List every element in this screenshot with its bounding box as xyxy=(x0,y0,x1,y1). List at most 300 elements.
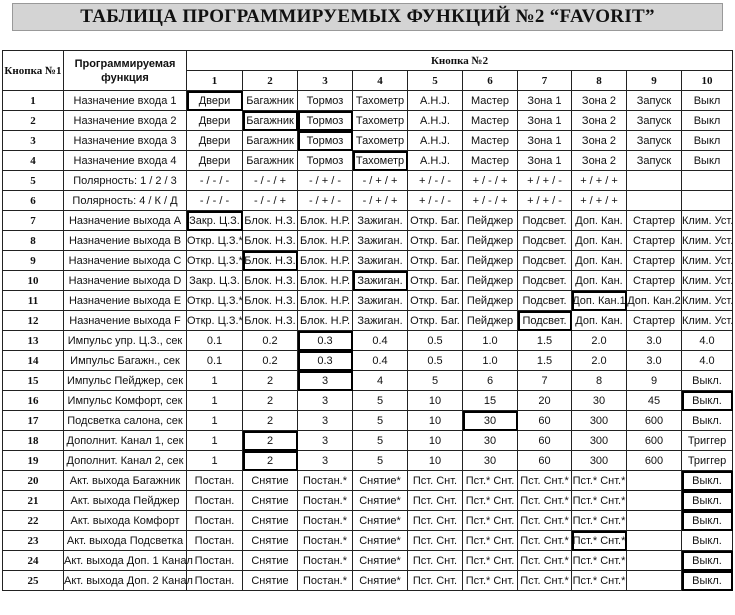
table-row xyxy=(3,231,733,251)
value-cell: Постан. xyxy=(187,571,243,591)
value-cell: Зажиган. xyxy=(353,311,408,331)
value-cell: Снятие* xyxy=(353,551,408,571)
value-cell: 2.0 xyxy=(572,351,627,371)
column-number-8: 8 xyxy=(572,71,627,91)
value-cell: Постан.* xyxy=(298,531,353,551)
value-cell: Зона 2 xyxy=(572,111,627,131)
value-cell: 0.1 xyxy=(187,351,243,371)
column-number-3: 3 xyxy=(298,71,353,91)
function-name: Импульс упр. Ц.З., сек xyxy=(64,331,187,351)
function-name: Назначение входа 2 xyxy=(64,111,187,131)
value-cell: 30 xyxy=(572,391,627,411)
value-cell: Зона 1 xyxy=(518,91,572,111)
value-cell: Доп. Кан. xyxy=(572,211,627,231)
default-value-cell: Выкл. xyxy=(682,471,733,491)
value-cell: - / + / - xyxy=(298,171,353,191)
value-cell: 60 xyxy=(518,431,572,451)
value-cell: Клим. Уст. xyxy=(682,291,733,311)
value-cell: 30 xyxy=(463,451,518,471)
value-cell: 8 xyxy=(572,371,627,391)
value-cell: Багажник xyxy=(243,151,298,171)
value-cell: A.H.J. xyxy=(408,91,463,111)
function-name: Акт. выхода Доп. 2 Канал xyxy=(64,571,187,591)
value-cell: 1 xyxy=(187,451,243,471)
table-row xyxy=(3,291,733,311)
default-value-cell: Зажиган. xyxy=(353,271,408,291)
value-cell: Пейджер xyxy=(463,311,518,331)
value-cell: 4.0 xyxy=(682,351,733,371)
value-cell: Пст. Снт.* xyxy=(518,471,572,491)
table-row xyxy=(3,91,733,111)
default-value-cell: Выкл. xyxy=(682,511,733,531)
table-row xyxy=(3,351,733,371)
value-cell: Откр. Баг. xyxy=(408,271,463,291)
row-number: 10 xyxy=(3,271,64,291)
value-cell: A.H.J. xyxy=(408,111,463,131)
value-cell: 4 xyxy=(353,371,408,391)
table-row xyxy=(3,311,733,331)
value-cell: Пст. Снт.* xyxy=(518,511,572,531)
default-value-cell: Багажник xyxy=(243,111,298,131)
value-cell: Блок. Н.Р. xyxy=(298,231,353,251)
value-cell: - / - / + xyxy=(243,171,298,191)
value-cell xyxy=(627,511,682,531)
row-number: 16 xyxy=(3,391,64,411)
value-cell: 9 xyxy=(627,371,682,391)
value-cell: Постан. xyxy=(187,471,243,491)
value-cell: 5 xyxy=(353,431,408,451)
default-value-cell: Подсвет. xyxy=(518,311,572,331)
value-cell: 10 xyxy=(408,431,463,451)
value-cell: 0.2 xyxy=(243,351,298,371)
table-row xyxy=(3,551,733,571)
value-cell: 0.1 xyxy=(187,331,243,351)
table-row xyxy=(3,191,733,211)
value-cell: Зажиган. xyxy=(353,291,408,311)
value-cell: Пст. Снт. xyxy=(408,471,463,491)
column-number-7: 7 xyxy=(518,71,572,91)
table-row xyxy=(3,151,733,171)
function-name: Назначение выхода F xyxy=(64,311,187,331)
value-cell: Снятие* xyxy=(353,471,408,491)
value-cell: - / - / + xyxy=(243,191,298,211)
function-name: Назначение выхода С xyxy=(64,251,187,271)
value-cell: Пст.* Снт. xyxy=(463,531,518,551)
value-cell: Пейджер xyxy=(463,271,518,291)
value-cell: 0.5 xyxy=(408,351,463,371)
row-number: 4 xyxy=(3,151,64,171)
value-cell: Подсвет. xyxy=(518,211,572,231)
value-cell: Запуск xyxy=(627,91,682,111)
value-cell: Выкл. xyxy=(682,411,733,431)
value-cell: Мастер xyxy=(463,91,518,111)
value-cell: Пст. Снт.* xyxy=(518,531,572,551)
value-cell: Клим. Уст. xyxy=(682,231,733,251)
value-cell xyxy=(627,531,682,551)
value-cell: Блок. Н.З. xyxy=(243,231,298,251)
value-cell: 1 xyxy=(187,391,243,411)
value-cell: Снятие xyxy=(243,511,298,531)
value-cell: 300 xyxy=(572,431,627,451)
default-value-cell: 0.3 xyxy=(298,331,353,351)
value-cell: 0.2 xyxy=(243,331,298,351)
value-cell: 60 xyxy=(518,451,572,471)
default-value-cell: Блок. Н.З. xyxy=(243,251,298,271)
value-cell xyxy=(627,571,682,591)
value-cell: Блок. Н.З. xyxy=(243,271,298,291)
value-cell: Зона 2 xyxy=(572,131,627,151)
function-name: Назначение входа 4 xyxy=(64,151,187,171)
table-row xyxy=(3,511,733,531)
function-name: Назначение выхода Е xyxy=(64,291,187,311)
value-cell: Запуск xyxy=(627,151,682,171)
value-cell: Постан.* xyxy=(298,551,353,571)
value-cell: Двери xyxy=(187,151,243,171)
value-cell: Запуск xyxy=(627,131,682,151)
table-row xyxy=(3,391,733,411)
value-cell: Пст.* Снт.* xyxy=(572,571,627,591)
value-cell: Пст. Снт. xyxy=(408,551,463,571)
table-row xyxy=(3,111,733,131)
value-cell: 1 xyxy=(187,431,243,451)
value-cell: + / + / + xyxy=(572,191,627,211)
default-value-cell: Выкл. xyxy=(682,491,733,511)
table-row xyxy=(3,211,733,231)
value-cell: 1 xyxy=(187,411,243,431)
value-cell: Багажник xyxy=(243,91,298,111)
row-number: 3 xyxy=(3,131,64,151)
header-button2: Кнопка №2 xyxy=(187,51,733,71)
table-row xyxy=(3,491,733,511)
value-cell: Зажиган. xyxy=(353,211,408,231)
table-row xyxy=(3,571,733,591)
row-number: 21 xyxy=(3,491,64,511)
value-cell: Пст. Снт.* xyxy=(518,491,572,511)
row-number: 20 xyxy=(3,471,64,491)
value-cell: Откр. Ц.З.* xyxy=(187,251,243,271)
value-cell: Постан.* xyxy=(298,491,353,511)
value-cell: 4.0 xyxy=(682,331,733,351)
value-cell: + / - / + xyxy=(463,191,518,211)
default-value-cell: Двери xyxy=(187,91,243,111)
value-cell: Мастер xyxy=(463,151,518,171)
value-cell: Блок. Н.З. xyxy=(243,291,298,311)
value-cell: Пст.* Снт. xyxy=(463,571,518,591)
value-cell: Клим. Уст. xyxy=(682,251,733,271)
value-cell: 3.0 xyxy=(627,351,682,371)
function-name: Импульс Комфорт, сек xyxy=(64,391,187,411)
title-bar xyxy=(12,3,723,31)
default-value-cell: 2 xyxy=(243,431,298,451)
value-cell: Пст. Снт.* xyxy=(518,551,572,571)
value-cell: + / + / - xyxy=(518,191,572,211)
value-cell: Пст.* Снт.* xyxy=(572,491,627,511)
table-row xyxy=(3,431,733,451)
function-name: Импульс Пейджер, сек xyxy=(64,371,187,391)
function-name: Назначение выхода D xyxy=(64,271,187,291)
value-cell: + / - / + xyxy=(463,171,518,191)
value-cell: Подсвет. xyxy=(518,271,572,291)
value-cell: Стартер xyxy=(627,311,682,331)
row-number: 25 xyxy=(3,571,64,591)
value-cell: Постан.* xyxy=(298,471,353,491)
value-cell: + / + / + xyxy=(572,171,627,191)
value-cell: Пейджер xyxy=(463,291,518,311)
value-cell: Зона 1 xyxy=(518,151,572,171)
value-cell: - / + / - xyxy=(298,191,353,211)
row-number: 8 xyxy=(3,231,64,251)
value-cell: 2.0 xyxy=(572,331,627,351)
default-value-cell: Закр. Ц.З. xyxy=(187,211,243,231)
value-cell: Откр. Ц.З.* xyxy=(187,291,243,311)
value-cell: Подсвет. xyxy=(518,291,572,311)
value-cell: + / - / - xyxy=(408,171,463,191)
value-cell: Постан. xyxy=(187,551,243,571)
value-cell: 10 xyxy=(408,411,463,431)
default-value-cell: Тормоз xyxy=(298,111,353,131)
value-cell: Пст.* Снт.* xyxy=(572,511,627,531)
value-cell xyxy=(627,471,682,491)
value-cell: 7 xyxy=(518,371,572,391)
value-cell: Багажник xyxy=(243,131,298,151)
row-number: 5 xyxy=(3,171,64,191)
value-cell: Снятие* xyxy=(353,571,408,591)
function-name: Акт. выхода Пейджер xyxy=(64,491,187,511)
value-cell: Зажиган. xyxy=(353,231,408,251)
row-number: 9 xyxy=(3,251,64,271)
value-cell: Стартер xyxy=(627,271,682,291)
value-cell: Выкл xyxy=(682,131,733,151)
value-cell: 2 xyxy=(243,391,298,411)
value-cell: Зона 2 xyxy=(572,151,627,171)
default-value-cell: Тахометр xyxy=(353,151,408,171)
default-value-cell: Выкл. xyxy=(682,551,733,571)
value-cell: 3.0 xyxy=(627,331,682,351)
value-cell: Откр. Баг. xyxy=(408,311,463,331)
value-cell: + / + / - xyxy=(518,171,572,191)
value-cell: Стартер xyxy=(627,251,682,271)
default-value-cell: Тормоз xyxy=(298,131,353,151)
value-cell: 5 xyxy=(353,451,408,471)
value-cell: Пст. Снт. xyxy=(408,571,463,591)
value-cell: Постан. xyxy=(187,531,243,551)
default-value-cell: Выкл. xyxy=(682,391,733,411)
value-cell: 3 xyxy=(298,411,353,431)
value-cell: 60 xyxy=(518,411,572,431)
column-number-1: 1 xyxy=(187,71,243,91)
value-cell: Двери xyxy=(187,131,243,151)
function-name: Назначение выхода А xyxy=(64,211,187,231)
value-cell: Откр. Баг. xyxy=(408,291,463,311)
row-number: 23 xyxy=(3,531,64,551)
value-cell: Снятие xyxy=(243,571,298,591)
function-name: Дополнит. Канал 2, сек xyxy=(64,451,187,471)
value-cell: Пейджер xyxy=(463,251,518,271)
value-cell: Запуск xyxy=(627,111,682,131)
value-cell: Мастер xyxy=(463,131,518,151)
default-value-cell: 3 xyxy=(298,371,353,391)
value-cell: Откр. Ц.З.* xyxy=(187,311,243,331)
default-value-cell: 2 xyxy=(243,451,298,471)
table-row xyxy=(3,531,733,551)
table-body xyxy=(3,91,733,591)
row-number: 24 xyxy=(3,551,64,571)
value-cell: Закр. Ц.З. xyxy=(187,271,243,291)
column-number-9: 9 xyxy=(627,71,682,91)
row-number: 2 xyxy=(3,111,64,131)
value-cell: 0.4 xyxy=(353,351,408,371)
table-row xyxy=(3,451,733,471)
header-function: Программируемая функция xyxy=(64,51,187,91)
value-cell: 30 xyxy=(463,431,518,451)
function-name: Полярность: 1 / 2 / 3 xyxy=(64,171,187,191)
page-title: ТАБЛИЦА ПРОГРАММИРУЕМЫХ ФУНКЦИЙ №2 “FAVORIT” xyxy=(80,6,655,27)
value-cell: Постан. xyxy=(187,511,243,531)
value-cell: Пст.* Снт. xyxy=(463,551,518,571)
value-cell xyxy=(682,191,733,211)
value-cell: Блок. Н.Р. xyxy=(298,311,353,331)
value-cell: 1 xyxy=(187,371,243,391)
value-cell: Постан.* xyxy=(298,571,353,591)
table-row xyxy=(3,371,733,391)
column-number-4: 4 xyxy=(353,71,408,91)
value-cell xyxy=(682,171,733,191)
column-number-10: 10 xyxy=(682,71,733,91)
value-cell: Тормоз xyxy=(298,91,353,111)
value-cell xyxy=(627,491,682,511)
value-cell: Снятие xyxy=(243,531,298,551)
value-cell xyxy=(627,191,682,211)
value-cell: Выкл. xyxy=(682,371,733,391)
value-cell: 0.4 xyxy=(353,331,408,351)
value-cell: Тахометр xyxy=(353,131,408,151)
value-cell: Подсвет. xyxy=(518,231,572,251)
value-cell: + / - / - xyxy=(408,191,463,211)
column-number-2: 2 xyxy=(243,71,298,91)
row-number: 6 xyxy=(3,191,64,211)
value-cell: Блок. Н.Р. xyxy=(298,291,353,311)
value-cell: Триггер xyxy=(682,431,733,451)
default-value-cell: 30 xyxy=(463,411,518,431)
value-cell: 1.0 xyxy=(463,331,518,351)
value-cell: 3 xyxy=(298,391,353,411)
header-button1: Кнопка №1 xyxy=(3,51,64,91)
value-cell: 300 xyxy=(572,451,627,471)
value-cell: Снятие xyxy=(243,491,298,511)
value-cell: Пст. Снт. xyxy=(408,531,463,551)
column-number-5: 5 xyxy=(408,71,463,91)
value-cell: 2 xyxy=(243,411,298,431)
value-cell: Выкл xyxy=(682,151,733,171)
value-cell: Подсвет. xyxy=(518,251,572,271)
default-value-cell: Доп. Кан.1 xyxy=(572,291,627,311)
value-cell: Клим. Уст. xyxy=(682,271,733,291)
table-row xyxy=(3,471,733,491)
value-cell: Снятие* xyxy=(353,491,408,511)
value-cell: Блок. Н.Р. xyxy=(298,211,353,231)
value-cell: Клим. Уст. xyxy=(682,311,733,331)
value-cell: Пст. Снт. xyxy=(408,491,463,511)
value-cell: - / + / + xyxy=(353,171,408,191)
functions-table xyxy=(2,50,733,591)
value-cell: 15 xyxy=(463,391,518,411)
value-cell: 20 xyxy=(518,391,572,411)
value-cell: Откр. Баг. xyxy=(408,251,463,271)
value-cell: 5 xyxy=(353,391,408,411)
value-cell: Доп. Кан. xyxy=(572,271,627,291)
value-cell: Мастер xyxy=(463,111,518,131)
value-cell: Откр. Ц.З.* xyxy=(187,231,243,251)
value-cell: Пст.* Снт. xyxy=(463,511,518,531)
value-cell: Снятие xyxy=(243,471,298,491)
table-row xyxy=(3,171,733,191)
value-cell: Пст.* Снт. xyxy=(463,491,518,511)
value-cell: 3 xyxy=(298,451,353,471)
value-cell: 45 xyxy=(627,391,682,411)
function-name: Дополнит. Канал 1, сек xyxy=(64,431,187,451)
default-value-cell: Пст.* Снт.* xyxy=(572,531,627,551)
value-cell: 6 xyxy=(463,371,518,391)
value-cell: Выкл. xyxy=(682,531,733,551)
value-cell: Блок. Н.Р. xyxy=(298,251,353,271)
value-cell: 10 xyxy=(408,391,463,411)
function-name: Назначение входа 1 xyxy=(64,91,187,111)
function-name: Назначение входа 3 xyxy=(64,131,187,151)
function-name: Акт. выхода Комфорт xyxy=(64,511,187,531)
value-cell: - / - / - xyxy=(187,171,243,191)
value-cell: Двери xyxy=(187,111,243,131)
value-cell: 10 xyxy=(408,451,463,471)
value-cell: Зажиган. xyxy=(353,251,408,271)
value-cell xyxy=(627,551,682,571)
value-cell: Зона 1 xyxy=(518,111,572,131)
value-cell: Стартер xyxy=(627,231,682,251)
value-cell: Выкл xyxy=(682,91,733,111)
function-name: Назначение выхода В xyxy=(64,231,187,251)
value-cell: 1.5 xyxy=(518,351,572,371)
row-number: 12 xyxy=(3,311,64,331)
value-cell: 5 xyxy=(353,411,408,431)
row-number: 1 xyxy=(3,91,64,111)
value-cell: Триггер xyxy=(682,451,733,471)
table-row xyxy=(3,331,733,351)
table-row xyxy=(3,411,733,431)
row-number: 17 xyxy=(3,411,64,431)
value-cell: Пст.* Снт.* xyxy=(572,471,627,491)
row-number: 15 xyxy=(3,371,64,391)
value-cell: 5 xyxy=(408,371,463,391)
value-cell: Стартер xyxy=(627,211,682,231)
value-cell: Снятие xyxy=(243,551,298,571)
value-cell: Доп. Кан. xyxy=(572,231,627,251)
row-number: 13 xyxy=(3,331,64,351)
value-cell: Блок. Н.З. xyxy=(243,211,298,231)
row-number: 19 xyxy=(3,451,64,471)
value-cell: Доп. Кан. xyxy=(572,311,627,331)
value-cell: Блок. Н.З. xyxy=(243,311,298,331)
value-cell: 1.5 xyxy=(518,331,572,351)
table-row xyxy=(3,131,733,151)
row-number: 7 xyxy=(3,211,64,231)
value-cell xyxy=(627,171,682,191)
row-number: 11 xyxy=(3,291,64,311)
value-cell: Тормоз xyxy=(298,151,353,171)
default-value-cell: Выкл. xyxy=(682,571,733,591)
value-cell: Тахометр xyxy=(353,91,408,111)
value-cell: A.H.J. xyxy=(408,151,463,171)
value-cell: Доп. Кан. xyxy=(572,251,627,271)
value-cell: Зона 1 xyxy=(518,131,572,151)
